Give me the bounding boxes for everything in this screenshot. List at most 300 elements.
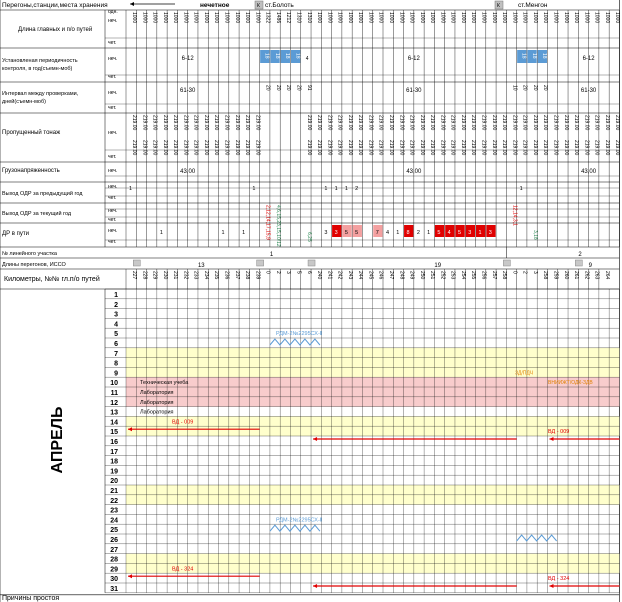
dr-annot-red2: 12,14,3,1 — [511, 205, 518, 226]
dr-value-1: 1 — [221, 230, 225, 236]
length-value: 1000 — [521, 12, 528, 24]
dr-value-13: 5 — [437, 230, 441, 236]
length-value: 1000 — [542, 12, 549, 24]
tonnage-value: 219.00 — [593, 115, 600, 131]
km-value-36: 258 — [501, 271, 508, 280]
day-number-12: 12 — [110, 399, 118, 407]
tonnage-value: 219.00 — [182, 115, 189, 131]
length-value: 1000 — [182, 12, 189, 24]
tonnage-value: 219.00 — [367, 115, 374, 131]
vd-label-2: ВД - 009 — [548, 429, 570, 436]
length-value: 1000 — [316, 12, 323, 24]
label-odr-cur: Выход ОДР за текущий год — [2, 211, 72, 217]
km-value-42: 260 — [562, 271, 569, 280]
km-value-45: 263 — [593, 271, 600, 280]
length-value: 1000 — [429, 12, 436, 24]
length-value: 1000 — [573, 12, 580, 24]
interval-b: 61-30 — [406, 88, 422, 94]
dr-value-12: 1 — [427, 230, 431, 236]
tonnage-value-even: 219.00 — [141, 140, 148, 156]
tonnage-value-even: 219.00 — [470, 140, 477, 156]
tonnage-value-even: 219.00 — [511, 140, 518, 156]
tonnage-value-even: 219.00 — [439, 140, 446, 156]
sub-label-4: чет. — [108, 74, 117, 80]
length-value: 1000 — [583, 12, 590, 24]
periodicity-c: 6-12 — [582, 56, 595, 62]
tonnage-value: 219.00 — [357, 115, 364, 131]
tonnage-value-even: 219.00 — [305, 140, 312, 156]
dr-value-11: 2 — [416, 230, 420, 236]
sub-label-13: чет. — [108, 217, 117, 223]
dr-value-4: 3 — [334, 230, 338, 236]
dr-value-6: 5 — [355, 230, 359, 236]
km-value-32: 254 — [459, 271, 466, 280]
length-value: 1000 — [408, 12, 415, 24]
periodicity-b: 6-12 — [407, 56, 420, 62]
tonnage-value-even: 219.00 — [449, 140, 456, 156]
dr-value-16: 3 — [468, 230, 472, 236]
km-value-35: 257 — [490, 271, 497, 280]
km-value-15: 3 — [285, 271, 292, 274]
label-idle: Причины простоя — [2, 595, 60, 602]
dr-value-18: 3 — [488, 230, 492, 236]
tonnage-value-even: 219.00 — [213, 140, 220, 156]
periodicity-blue-value: 18 — [263, 53, 270, 59]
sub-label-7: неч. — [108, 130, 118, 136]
sub-label-2: чет. — [108, 40, 117, 46]
km-value-34: 256 — [480, 271, 487, 280]
tonnage-value: 219.00 — [418, 115, 425, 131]
day-number-26: 26 — [110, 537, 118, 544]
length-value: 1000 — [161, 12, 168, 24]
station-bolot: ст.Болоть — [265, 2, 294, 9]
load-b: 43,00 — [406, 169, 422, 175]
tonnage-value-even: 219.00 — [429, 140, 436, 156]
odr-prev-value-0: 1 — [129, 186, 133, 192]
length-value: 1000 — [501, 12, 508, 24]
interval-20: 20 — [264, 85, 271, 91]
km-value-14: 2 — [274, 271, 281, 274]
tonnage-value: 219.00 — [501, 115, 508, 131]
tonnage-value-even: 219.00 — [151, 140, 158, 156]
tonnage-value: 219.00 — [521, 115, 528, 131]
linear-1: 1 — [269, 252, 274, 258]
tonnage-value: 219.00 — [552, 115, 559, 131]
day-number-16: 16 — [110, 439, 118, 446]
tonnage-value: 219.00 — [398, 115, 405, 131]
dr-value-9: 1 — [396, 230, 400, 236]
haul-marker-1 — [257, 260, 264, 266]
km-value-44: 262 — [583, 271, 590, 280]
km-value-8: 235 — [213, 271, 220, 280]
km-value-28: 250 — [418, 271, 425, 280]
day-number-4: 4 — [114, 321, 118, 329]
periodicity-blue-value: 18 — [273, 53, 280, 59]
length-value: 1000 — [202, 12, 209, 24]
length-value: 1000 — [244, 12, 251, 24]
km-value-40: 258 — [542, 271, 549, 280]
length-value: 1212 — [285, 12, 292, 24]
tonnage-value: 219.00 — [377, 115, 384, 131]
km-value-38: 2 — [521, 271, 528, 274]
km-value-17: 6 — [305, 271, 312, 274]
tonnage-value: 219.00 — [244, 115, 251, 131]
haul-9: 9 — [588, 263, 592, 269]
tonnage-value-even: 219.00 — [388, 140, 394, 156]
vd-label-1: ВД - 009 — [172, 419, 194, 426]
day-number-6: 6 — [114, 341, 118, 348]
tonnage-value: 219.00 — [439, 115, 446, 131]
label-odr-prev: Выход ОДР за предыдущий год — [2, 191, 83, 197]
tonnage-value: 219.00 — [192, 115, 199, 131]
km-value-37: 0 — [511, 271, 518, 274]
label-load: Грузонапряженность — [2, 168, 60, 174]
lab-label-1: Лаборатория — [140, 390, 174, 396]
km-value-21: 243 — [346, 271, 353, 280]
tonnage-value: 219.00 — [316, 115, 323, 131]
tonnage-value-even: 219.00 — [326, 140, 333, 156]
tonnage-value-even: 219.00 — [346, 140, 353, 156]
periodicity-blue-value: 18 — [530, 53, 537, 59]
tonnage-value: 219.00 — [223, 115, 230, 131]
interval-20b: 20 — [531, 85, 538, 91]
length-value: 1486 — [274, 12, 281, 24]
day-number-18: 18 — [110, 458, 118, 466]
interval-c: 61-30 — [580, 88, 597, 94]
vd-label-3: ВД - 324 — [172, 566, 194, 573]
day-number-13: 13 — [110, 409, 118, 417]
km-value-2: 229 — [151, 271, 158, 280]
day-number-9: 9 — [114, 370, 118, 378]
periodicity-a: 6-12 — [181, 56, 194, 62]
length-value: 1322 — [264, 12, 271, 24]
study-label: Техническая учеба — [140, 380, 189, 387]
length-value: 1310 — [295, 12, 302, 24]
vd-label-4: ВД - 324 — [548, 576, 570, 583]
tonnage-value-even: 219.00 — [367, 140, 374, 156]
label-periodicity-1: Установленая периодичность — [2, 58, 78, 64]
interval-20: 20 — [285, 85, 292, 91]
tonnage-value: 219.00 — [459, 115, 466, 131]
tonnage-value: 219.00 — [388, 115, 394, 131]
sub-label-0: одн. — [108, 9, 118, 15]
length-value: 1000 — [490, 12, 497, 24]
km-value-6: 233 — [192, 271, 199, 280]
km-value-19: 241 — [326, 271, 333, 280]
dr-value-14: 4 — [447, 230, 451, 236]
tonnage-value-even: 219.00 — [593, 140, 600, 156]
tonnage-value: 219.00 — [336, 115, 343, 131]
length-value: 1000 — [614, 12, 621, 24]
periodicity-blue-value: 18 — [284, 53, 291, 59]
tonnage-value: 219.00 — [408, 115, 415, 131]
sub-label-11: чет. — [108, 195, 117, 201]
tonnage-value-even: 219.00 — [223, 140, 230, 156]
interval-20b: 20 — [521, 85, 528, 91]
tonnage-value-even: 219.00 — [357, 140, 364, 156]
tonnage-value: 219.00 — [254, 115, 261, 131]
label-km: Километры, №№ гл.п/о путей — [4, 276, 100, 283]
month-label: АПРЕЛЬ — [49, 406, 66, 474]
day-number-8: 8 — [114, 360, 118, 368]
dr-annot-green3: 3,18 — [531, 230, 538, 240]
km-value-3: 230 — [161, 271, 168, 280]
sub-label-8: чет. — [108, 154, 117, 160]
km-value-25: 247 — [388, 271, 394, 280]
day-number-30: 30 — [110, 576, 118, 584]
length-value: 1000 — [552, 12, 559, 24]
tonnage-value-even: 219.00 — [542, 140, 549, 156]
sub-label-1: неч. — [108, 18, 118, 24]
interval-91: 91 — [305, 85, 312, 91]
day-number-24: 24 — [110, 517, 118, 525]
sub-label-14: неч. — [108, 228, 118, 234]
sub-label-9: неч. — [108, 168, 118, 174]
length-value: 1000 — [367, 12, 374, 24]
tonnage-value-even: 219.00 — [603, 140, 610, 156]
dr-value-5: 5 — [344, 230, 348, 236]
km-value-46: 264 — [603, 271, 610, 280]
tonnage-value-even: 219.00 — [459, 140, 466, 156]
day-number-17: 17 — [110, 448, 118, 456]
sub-label-5: неч. — [108, 90, 118, 96]
day-number-1: 1 — [114, 292, 118, 299]
tonnage-value: 219.00 — [583, 115, 590, 131]
day-number-20: 20 — [110, 478, 118, 486]
tonnage-value-even: 219.00 — [233, 140, 240, 156]
length-value: 1000 — [388, 12, 394, 24]
km-value-10: 237 — [233, 271, 240, 280]
odr-prev-value-2: 1 — [324, 186, 328, 192]
sub-label-12: неч. — [108, 208, 118, 214]
tonnage-value: 219.00 — [172, 115, 179, 131]
odr-prev-value-3: 1 — [334, 186, 338, 192]
length-value: 1310 — [305, 12, 312, 24]
length-value: 1000 — [377, 12, 384, 24]
tonnage-value: 219.00 — [151, 115, 158, 131]
dr-annot-red: 2,12,14,17,15,9 — [264, 205, 271, 240]
tonnage-value-even: 219.00 — [583, 140, 590, 156]
length-value: 1000 — [470, 12, 477, 24]
day-number-23: 23 — [110, 507, 118, 515]
haul-19: 19 — [434, 263, 442, 269]
label-periodicity-2: контроля, в год(съемн-моб) — [2, 66, 73, 72]
sub-label-10: неч. — [108, 184, 118, 190]
dr-value-10: 8 — [406, 230, 410, 236]
km-value-27: 249 — [408, 271, 415, 280]
length-value: 1000 — [223, 12, 230, 24]
length-value: 1000 — [357, 12, 364, 24]
tonnage-value: 219.00 — [470, 115, 477, 131]
day-number-15: 15 — [110, 429, 118, 437]
periodicity-4: 4 — [305, 56, 309, 62]
tonnage-value-even: 219.00 — [336, 140, 343, 156]
header-title: Перегоны,станции,места хранения — [2, 2, 108, 9]
sub-label-3: неч. — [108, 56, 118, 62]
length-value: 1000 — [233, 12, 240, 24]
tonnage-value: 219.00 — [511, 115, 518, 131]
length-value: 1000 — [418, 12, 425, 24]
tonnage-value: 219.00 — [131, 115, 137, 131]
length-value: 1000 — [192, 12, 199, 24]
interval-20b: 20 — [542, 85, 549, 91]
right-orange-label: ВНИИЖТ/ОДК-ЗДВ — [548, 380, 593, 387]
haul-marker-0 — [133, 260, 140, 266]
dr-value-8: 4 — [386, 230, 390, 236]
odr-prev-value-6: 1 — [519, 186, 523, 192]
length-value: 1000 — [593, 12, 600, 24]
day-number-5: 5 — [114, 331, 118, 339]
tonnage-value: 219.00 — [542, 115, 549, 131]
km-value-41: 259 — [552, 271, 559, 280]
haul-marker-2 — [308, 260, 315, 266]
odr-prev-value-5: 2 — [355, 186, 359, 192]
km-value-16: 5 — [295, 271, 302, 274]
load-c: 43,00 — [581, 169, 597, 175]
day-number-28: 28 — [110, 556, 118, 564]
day-number-11: 11 — [110, 390, 118, 397]
tonnage-value: 219.00 — [429, 115, 436, 131]
km-value-13: 0 — [264, 271, 271, 274]
length-value: 1000 — [603, 12, 610, 24]
dr-value-17: 1 — [478, 230, 482, 236]
length-value: 1000 — [511, 12, 518, 24]
km-value-4: 231 — [172, 271, 179, 280]
dr-value-2: 1 — [242, 230, 246, 236]
right-orange-label-2: ЗД/ПДЧ — [515, 370, 533, 377]
day-number-29: 29 — [110, 566, 118, 574]
length-value: 1000 — [254, 12, 261, 24]
periodicity-blue-value: 18 — [520, 53, 527, 59]
tonnage-value-even: 219.00 — [377, 140, 384, 156]
tonnage-value: 219.00 — [449, 115, 456, 131]
tonnage-value: 219.00 — [213, 115, 220, 131]
rdm-label-1: РДМ-2№2295СХ-Ⅱ — [276, 331, 323, 338]
km-value-22: 244 — [357, 271, 364, 280]
tonnage-value-even: 219.00 — [192, 140, 199, 156]
km-value-29: 251 — [429, 271, 436, 280]
load-a: 43,00 — [180, 169, 196, 175]
dr-value-7: 7 — [375, 230, 379, 236]
day-number-27: 27 — [110, 546, 118, 554]
lab-label-3: Лаборатория — [140, 409, 174, 416]
interval-a: 61-30 — [180, 88, 196, 94]
km-value-5: 232 — [182, 271, 189, 280]
station-mengon: ст.Менгон — [518, 2, 548, 9]
day-number-10: 10 — [110, 380, 118, 388]
length-value: 1000 — [459, 12, 466, 24]
sub-label-15: чет. — [108, 239, 117, 245]
length-value: 1000 — [531, 12, 538, 24]
length-value: 1000 — [213, 12, 220, 24]
length-value: 1000 — [480, 12, 487, 24]
tonnage-value-even: 219.00 — [398, 140, 405, 156]
dr-value-3: 3 — [324, 230, 328, 236]
haul-marker-3 — [503, 260, 510, 266]
km-value-39: 3 — [531, 271, 538, 274]
length-value: 1000 — [151, 12, 158, 24]
lab-label-2: Лаборатория — [140, 399, 174, 406]
km-value-12: 239 — [254, 271, 261, 280]
tonnage-value: 219.00 — [490, 115, 497, 131]
km-value-26: 248 — [398, 271, 405, 280]
label-interval-1: Интервал между проверками, — [2, 91, 79, 97]
length-value: 1000 — [562, 12, 569, 24]
tonnage-value-even: 219.00 — [573, 140, 580, 156]
tonnage-value-even: 219.00 — [254, 140, 261, 156]
day-number-31: 31 — [110, 586, 118, 593]
tonnage-value: 219.00 — [603, 115, 610, 131]
tonnage-value-even: 219.00 — [562, 140, 569, 156]
odr-prev-value-1: 1 — [252, 186, 256, 192]
tonnage-value: 219.00 — [614, 115, 621, 131]
km-value-18: 240 — [316, 271, 323, 280]
km-value-23: 245 — [367, 271, 374, 280]
label-interval-2: дней(съемн-моб) — [2, 99, 46, 105]
length-value: 1000 — [172, 12, 179, 24]
tonnage-value-even: 219.00 — [244, 140, 251, 156]
km-value-1: 228 — [141, 271, 148, 280]
tonnage-value-even: 219.00 — [172, 140, 179, 156]
k-label-2: К — [497, 3, 500, 9]
tonnage-value-even: 219.00 — [490, 140, 497, 156]
km-value-0: 227 — [131, 271, 137, 280]
tonnage-value-even: 219.00 — [531, 140, 538, 156]
tonnage-value-even: 219.00 — [501, 140, 508, 156]
tonnage-value-even: 219.00 — [182, 140, 189, 156]
km-value-31: 253 — [449, 271, 456, 280]
km-value-20: 242 — [336, 271, 343, 280]
periodicity-blue-value: 18 — [541, 53, 548, 59]
length-value: 1000 — [439, 12, 446, 24]
day-number-19: 19 — [110, 468, 118, 476]
label-haul: Длины перегонов, ИССО — [2, 262, 66, 268]
label-tonnage: Пропущенный тонаж — [2, 130, 61, 136]
length-value: 1000 — [336, 12, 343, 24]
day-number-21: 21 — [110, 488, 118, 495]
label-dr: ДР в пути — [2, 231, 29, 237]
day-number-22: 22 — [110, 497, 118, 505]
tonnage-value-even: 219.00 — [131, 140, 137, 156]
tonnage-value-even: 219.00 — [552, 140, 559, 156]
day-number-25: 25 — [110, 527, 118, 535]
tonnage-value: 219.00 — [141, 115, 148, 131]
k-label-1: К — [257, 3, 260, 9]
odr-prev-value-4: 1 — [344, 186, 348, 192]
haul-marker-4 — [575, 260, 582, 266]
km-value-11: 238 — [244, 271, 251, 280]
day-number-2: 2 — [114, 301, 118, 309]
tonnage-value-even: 219.00 — [614, 140, 621, 156]
tonnage-value-even: 219.00 — [480, 140, 487, 156]
periodicity-blue-value: 18 — [294, 53, 301, 59]
km-value-33: 255 — [470, 271, 477, 280]
length-value: 1000 — [326, 12, 333, 24]
km-value-9: 236 — [223, 271, 230, 280]
label-length: Длина главных и п/о путей — [18, 27, 93, 33]
tonnage-value-even: 219.00 — [418, 140, 425, 156]
length-value: 1000 — [131, 12, 137, 24]
km-value-24: 246 — [377, 271, 384, 280]
day-number-14: 14 — [110, 419, 118, 427]
tonnage-value-even: 219.00 — [408, 140, 415, 156]
length-value: 1000 — [141, 12, 148, 24]
dr-value-15: 5 — [457, 230, 462, 236]
length-value: 1000 — [398, 12, 405, 24]
interval-20: 20 — [295, 85, 302, 91]
day-number-7: 7 — [114, 350, 118, 358]
tonnage-value: 219.00 — [305, 115, 312, 131]
